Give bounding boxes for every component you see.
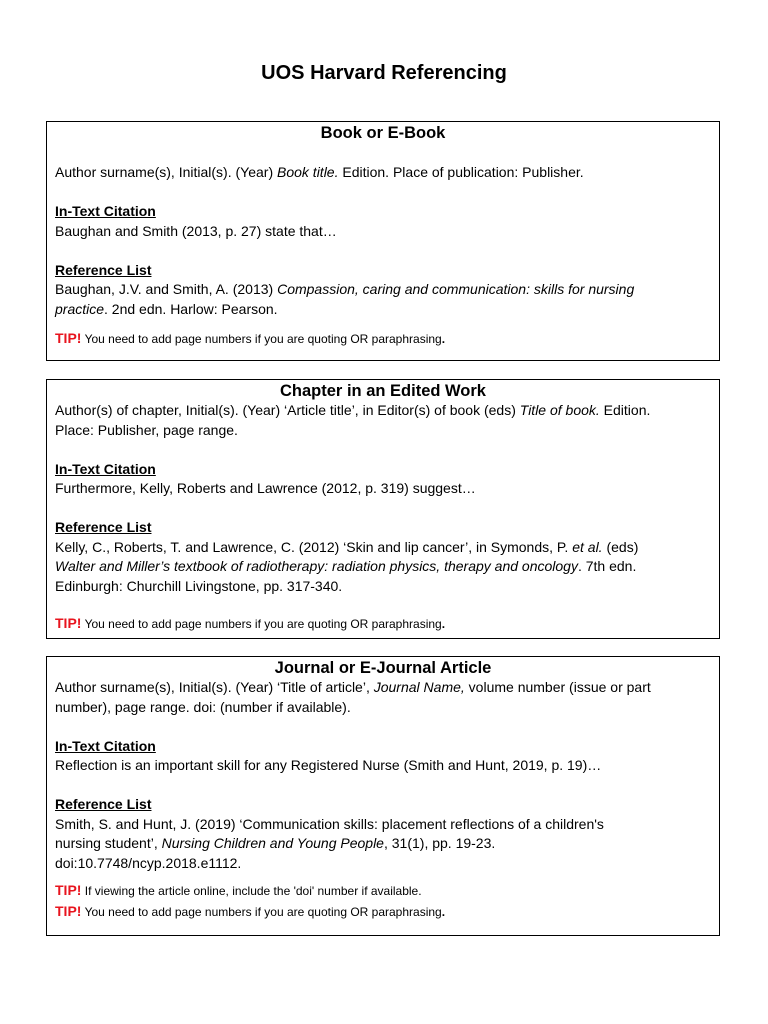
reference-list-heading: Reference List (55, 261, 152, 278)
tip-end: . (441, 904, 446, 919)
reference-italic: et al. (572, 538, 603, 555)
reference-text: Kelly, C., Roberts, T. and Lawrence, C. (2012) ‘Skin and lip cancer’, in Symonds, P. (55, 538, 573, 555)
format-line (55, 163, 711, 183)
reference-line: doi:10.7748/ncyp.2018.e1112. (55, 854, 242, 871)
intext-heading: In-Text Citation (55, 203, 156, 219)
tip-text: You need to add page numbers if you are quoting OR paraphrasing (81, 904, 442, 919)
intext-heading: In-Text Citation (55, 460, 156, 477)
format-text: Edition. Place of publication: Publisher. (338, 164, 584, 180)
tip-note (55, 902, 711, 923)
tip-end: . (441, 332, 446, 346)
chapter-section (46, 379, 720, 639)
tip-note (55, 329, 711, 350)
section-title: Book or E-Book (320, 124, 446, 142)
format-line (55, 678, 711, 698)
tip-note (55, 614, 711, 635)
format-text: Author(s) of chapter, Initial(s). (Year) ‘Article title’, in Editor(s) of book (eds) (55, 402, 520, 418)
reference-italic: Nursing Children and Young People (161, 835, 384, 851)
intext-example: Furthermore, Kelly, Roberts and Lawrence (2012, p. 319) suggest… (55, 480, 476, 496)
reference-text: nursing student’, (55, 835, 162, 851)
tip-text: If viewing the article online, include the 'doi' number if available. (81, 884, 422, 898)
reference-italic: Walter and Miller’s textbook of radiotherapy: radiation physics, therapy and oncology (55, 558, 578, 574)
reference-line (55, 300, 711, 320)
format-text: Author surname(s), Initial(s). (Year) ‘Title of article’, (55, 679, 374, 695)
format-line: Place: Publisher, page range. (55, 421, 238, 438)
reference-italic: practice (55, 300, 105, 317)
format-italic: Book title. (277, 164, 339, 180)
section-title: Journal or E-Journal Article (274, 659, 492, 677)
reference-line (55, 538, 711, 558)
tip-end: . (441, 617, 446, 631)
reference-text: Baughan, J.V. and Smith, A. (2013) (55, 281, 278, 297)
format-text: volume number (issue or part (464, 679, 651, 695)
reference-text: , 31(1), pp. 19-23. (383, 835, 496, 851)
tip-label: TIP! (55, 330, 82, 346)
reference-line (55, 280, 711, 300)
reference-text: (eds) (602, 538, 639, 555)
book-section (46, 121, 720, 361)
reference-text: . 7th edn. (577, 558, 637, 574)
reference-text: . 2nd edn. Harlow: Pearson. (104, 300, 278, 317)
page-title: UOS Harvard Referencing (261, 62, 507, 84)
reference-line (55, 557, 711, 577)
reference-line: Smith, S. and Hunt, J. (2019) ‘Communication skills: placement reflections of a children's (55, 815, 604, 832)
format-italic: Journal Name, (373, 679, 465, 695)
format-line: number), page range. doi: (number if available). (55, 698, 351, 715)
tip-note (55, 881, 711, 902)
reference-line (55, 834, 711, 854)
section-title: Chapter in an Edited Work (280, 382, 486, 400)
journal-section (46, 656, 720, 936)
intext-example: Baughan and Smith (2013, p. 27) state that… (55, 222, 337, 239)
format-italic: Title of book. (519, 402, 600, 418)
tip-label: TIP! (55, 615, 82, 631)
tip-label: TIP! (55, 882, 82, 898)
reference-line: Edinburgh: Churchill Livingstone, pp. 317-340. (55, 577, 343, 594)
format-line (55, 401, 711, 421)
intext-example: Reflection is an important skill for any Registered Nurse (Smith and Hunt, 2019, p. 19)… (55, 757, 602, 773)
reference-list-heading: Reference List (55, 796, 152, 812)
reference-italic: Compassion, caring and communication: skills for nursing (277, 281, 635, 297)
tip-text: You need to add page numbers if you are quoting OR paraphrasing (81, 332, 442, 346)
intext-heading: In-Text Citation (55, 737, 156, 754)
tip-text: You need to add page numbers if you are quoting OR paraphrasing (81, 617, 442, 631)
format-text: Author surname(s), Initial(s). (Year) (55, 164, 277, 180)
tip-label: TIP! (55, 902, 82, 919)
reference-list-heading: Reference List (55, 519, 152, 535)
format-text: Edition. (599, 402, 651, 418)
